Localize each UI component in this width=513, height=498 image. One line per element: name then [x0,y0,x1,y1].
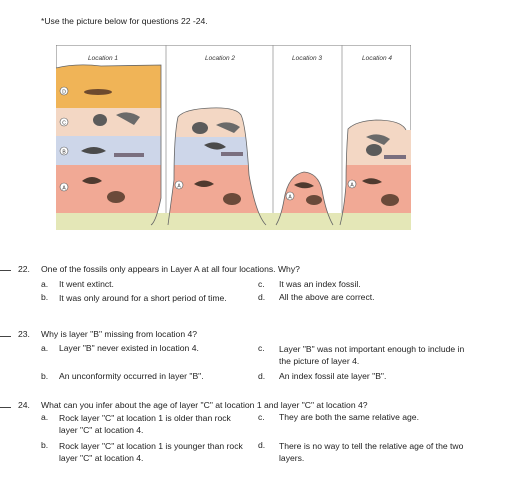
q24-option-b-letter: b. [41,440,49,450]
answer-blank-23[interactable] [0,336,11,337]
q22-option-b-text: It was only around for a short period of time. [59,293,227,303]
q22-option-c-letter: c. [258,279,265,289]
location-2-label: Location 2 [205,55,235,62]
q23-option-b-text: An unconformity occurred in layer "B". [59,371,204,381]
q22-option-a-text: It went extinct. [59,279,114,289]
q22-option-d-letter: d. [258,292,266,302]
layer-c-marker: C [62,120,66,127]
q23-option-a-text: Layer "B" never existed in location 4. [59,343,199,353]
q22-option-c-text: It was an index fossil. [279,279,361,289]
location-1-column [56,45,166,230]
rock-layers-diagram [56,45,411,235]
q24-option-c-letter: c. [258,412,265,422]
q24-option-d-letter: d. [258,440,266,450]
q24-option-c-text: They are both the same relative age. [279,412,419,422]
question-22-number: 22. [18,264,30,274]
q22-option-b-letter: b. [41,292,49,302]
q22-option-a-letter: a. [41,279,49,289]
layer-a-marker-loc2: A [177,183,181,190]
question-24-text: What can you infer about the age of layer "C" at location 1 and layer "C" at location 4? [41,400,368,410]
question-24-number: 24. [18,400,30,410]
q23-option-d-letter: d. [258,371,266,381]
q24-option-a-text: Rock layer "C" at location 1 is older than rock layer "C" at location 4. [59,413,231,435]
question-23-text: Why is layer "B" missing from location 4? [41,329,198,339]
q24-option-a-letter: a. [41,412,49,422]
instructions-text: *Use the picture below for questions 22 -24. [41,16,208,26]
location-3-label: Location 3 [292,55,322,62]
layer-a-marker-loc3: A [288,194,292,201]
rock-layers-svg [56,45,411,230]
q23-option-b-letter: b. [41,371,49,381]
q23-option-c-letter: c. [258,343,265,353]
layer-a-marker-loc4: A [350,182,354,189]
layer-b-marker: B [62,149,66,156]
q23-option-d-text: An index fossil ate layer "B". [279,371,387,381]
answer-blank-22[interactable] [0,270,11,271]
location-4-label: Location 4 [362,55,392,62]
answer-blank-24[interactable] [0,407,11,408]
layer-a-marker: A [62,185,66,192]
q24-option-b-text: Rock layer "C" at location 1 is younger than rock layer "C" at location 4. [59,441,243,463]
q24-option-d-text: There is no way to tell the relative age of the two layers. [279,441,464,463]
question-22-text: One of the fossils only appears in Layer A at all four locations. Why? [41,264,300,274]
question-23-number: 23. [18,329,30,339]
q23-option-c-text: Layer "B" was not important enough to include in the picture of layer 4. [279,344,465,366]
location-4-column [342,115,411,230]
layer-d-marker: D [62,89,66,96]
location-1-label: Location 1 [88,55,118,62]
q23-option-a-letter: a. [41,343,49,353]
q22-option-d-text: All the above are correct. [279,292,375,302]
